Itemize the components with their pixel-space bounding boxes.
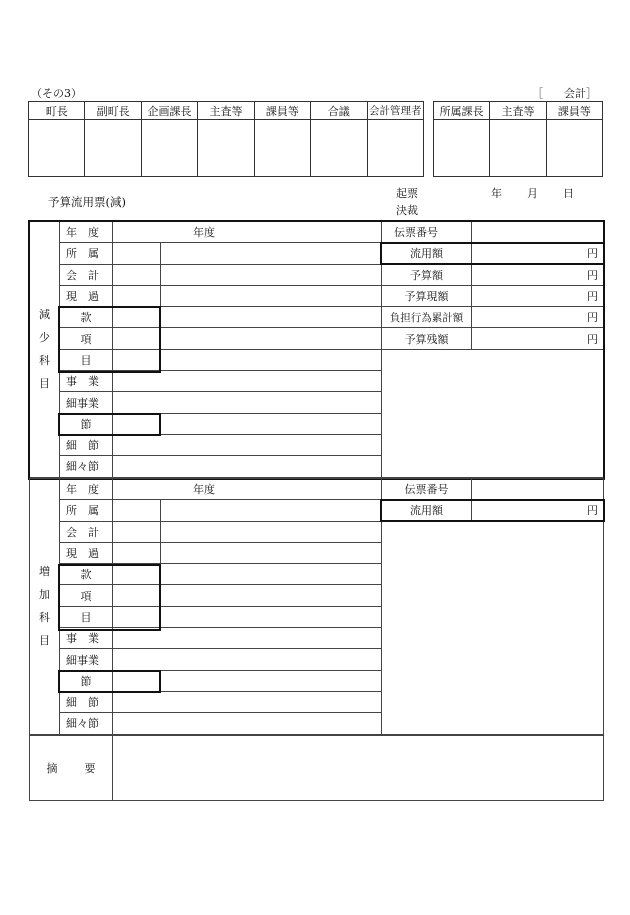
value-cell[interactable] (161, 307, 382, 328)
account-label: 会計］ (564, 87, 597, 100)
date-month: 月 (527, 187, 538, 200)
stamp-header: 企画課長 (141, 102, 197, 120)
nendo-field[interactable] (113, 222, 382, 243)
decrease-blank-area (382, 349, 604, 477)
row-label-saisaisetsu: 細々節 (60, 713, 113, 734)
label-budget-balance: 予算残額 (382, 328, 472, 349)
label-char: 目 (39, 634, 50, 648)
stamp-header: 副町長 (85, 102, 141, 120)
approval-stamp-table-left (28, 101, 424, 177)
row-label-jigyo: 事 業 (60, 371, 113, 392)
value-cell[interactable] (113, 392, 382, 413)
code-cell[interactable] (113, 307, 161, 328)
row-label-saijigyo: 細事業 (60, 392, 113, 413)
row-label-nendo: 年 度 (60, 479, 113, 500)
row-label-setsu: 節 (60, 413, 113, 434)
stamp-box[interactable] (141, 120, 197, 177)
nendo-field[interactable] (113, 479, 382, 500)
page-tag: （その3） (31, 87, 82, 100)
decrease-table (29, 221, 604, 478)
stamp-box[interactable] (490, 120, 546, 177)
code-cell[interactable] (113, 606, 161, 627)
value-cell[interactable] (161, 349, 382, 370)
increase-blank-area (382, 521, 604, 734)
row-label-shozoku: 所 属 (60, 500, 113, 521)
nendo-value: 年度 (193, 226, 215, 240)
label-transfer-amount: 流用額 (382, 500, 472, 521)
stamp-header: 主査等 (490, 102, 546, 120)
value-cell[interactable] (113, 371, 382, 392)
code-cell[interactable] (113, 413, 161, 434)
code-cell[interactable] (113, 349, 161, 370)
slip-number-field[interactable] (472, 222, 604, 243)
value-cell[interactable] (161, 606, 382, 627)
value-cell[interactable] (161, 670, 382, 691)
row-label-genka: 現 過 (60, 542, 113, 563)
decrease-section-label (30, 222, 60, 478)
kihyo-label: 起票 (396, 187, 418, 200)
code-cell[interactable] (113, 670, 161, 691)
approval-stamp-table-right (433, 101, 603, 177)
stamp-header: 合議 (311, 102, 367, 120)
code-cell[interactable] (113, 285, 161, 306)
row-label-kaikei: 会 計 (60, 521, 113, 542)
value-cell[interactable] (161, 413, 382, 434)
label-slip-number: 伝票番号 (382, 222, 472, 243)
kessai-label: 決裁 (396, 204, 418, 217)
code-cell[interactable] (113, 243, 161, 264)
row-label-saisetsu: 細 節 (60, 691, 113, 712)
label-char: 加 (39, 588, 50, 602)
budget-balance-field[interactable]: 円 (472, 328, 604, 349)
label-slip-number: 伝票番号 (382, 479, 472, 500)
stamp-header: 課員等 (254, 102, 310, 120)
label-char: 目 (39, 377, 50, 391)
code-cell[interactable] (113, 564, 161, 585)
label-transfer-amount: 流用額 (382, 243, 472, 264)
row-label-saijigyo: 細事業 (60, 649, 113, 670)
stamp-box[interactable] (546, 120, 602, 177)
transfer-amount-field[interactable]: 円 (472, 243, 604, 264)
value-cell[interactable] (161, 564, 382, 585)
value-cell[interactable] (161, 285, 382, 306)
row-label-kaikei: 会 計 (60, 264, 113, 285)
stamp-box[interactable] (254, 120, 310, 177)
current-budget-field[interactable]: 円 (472, 285, 604, 306)
form-title: 予算流用票(減) (48, 195, 126, 209)
row-label-saisetsu: 細 節 (60, 434, 113, 455)
code-cell[interactable] (113, 585, 161, 606)
value-cell[interactable] (161, 521, 382, 542)
label-char: 減 (39, 308, 50, 322)
stamp-header: 所属課長 (434, 102, 490, 120)
label-char: 少 (39, 331, 50, 345)
code-cell[interactable] (113, 264, 161, 285)
code-cell[interactable] (113, 521, 161, 542)
value-cell[interactable] (161, 328, 382, 349)
code-cell[interactable] (113, 328, 161, 349)
remarks-field[interactable] (113, 736, 604, 801)
value-cell[interactable] (161, 585, 382, 606)
code-cell[interactable] (113, 500, 161, 521)
date-year: 年 (491, 187, 502, 200)
label-char: 科 (39, 611, 50, 625)
cumulative-commitment-field[interactable]: 円 (472, 307, 604, 328)
row-label-moku: 目 (60, 606, 113, 627)
stamp-box[interactable] (198, 120, 254, 177)
stamp-header: 課員等 (546, 102, 602, 120)
row-label-nendo: 年 度 (60, 222, 113, 243)
row-label-saisaisetsu: 細々節 (60, 456, 113, 477)
label-char: 増 (39, 565, 50, 579)
increase-table (29, 478, 604, 735)
value-cell[interactable] (113, 713, 382, 734)
transfer-amount-field[interactable]: 円 (472, 500, 604, 521)
stamp-header: 主査等 (198, 102, 254, 120)
stamp-box[interactable] (434, 120, 490, 177)
stamp-box[interactable] (29, 120, 85, 177)
row-label-setsu: 節 (60, 670, 113, 691)
label-char: 科 (39, 354, 50, 368)
bracket-open: ［ (532, 87, 543, 100)
stamp-box[interactable] (367, 120, 423, 177)
row-label-kou: 項 (60, 328, 113, 349)
row-label-shozoku: 所 属 (60, 243, 113, 264)
code-cell[interactable] (113, 542, 161, 563)
label-char: 摘 (46, 762, 58, 775)
date-day: 日 (563, 187, 574, 200)
slip-number-field[interactable] (472, 479, 604, 500)
label-char: 要 (84, 762, 96, 775)
row-label-genka: 現 過 (60, 285, 113, 306)
label-current-budget: 予算現額 (382, 285, 472, 306)
value-cell[interactable] (113, 434, 382, 455)
stamp-header: 町長 (29, 102, 85, 120)
row-label-kou: 項 (60, 585, 113, 606)
stamp-box[interactable] (85, 120, 141, 177)
label-cumulative-commitment: 負担行為累計額 (382, 307, 472, 328)
value-cell[interactable] (161, 542, 382, 563)
nendo-value: 年度 (193, 483, 215, 497)
row-label-kan: 款 (60, 564, 113, 585)
label-budget-amount: 予算額 (382, 264, 472, 285)
row-label-moku: 目 (60, 349, 113, 370)
remarks-table (29, 735, 604, 801)
stamp-header: 会計管理者 (367, 102, 423, 120)
value-cell[interactable] (113, 628, 382, 649)
increase-section-label (30, 479, 60, 735)
value-cell[interactable] (113, 456, 382, 477)
value-cell[interactable] (113, 649, 382, 670)
stamp-box[interactable] (311, 120, 367, 177)
value-cell[interactable] (161, 243, 382, 264)
row-label-kan: 款 (60, 307, 113, 328)
value-cell[interactable] (113, 691, 382, 712)
remarks-label (30, 736, 113, 801)
value-cell[interactable] (161, 264, 382, 285)
row-label-jigyo: 事 業 (60, 628, 113, 649)
value-cell[interactable] (161, 500, 382, 521)
budget-amount-field[interactable]: 円 (472, 264, 604, 285)
